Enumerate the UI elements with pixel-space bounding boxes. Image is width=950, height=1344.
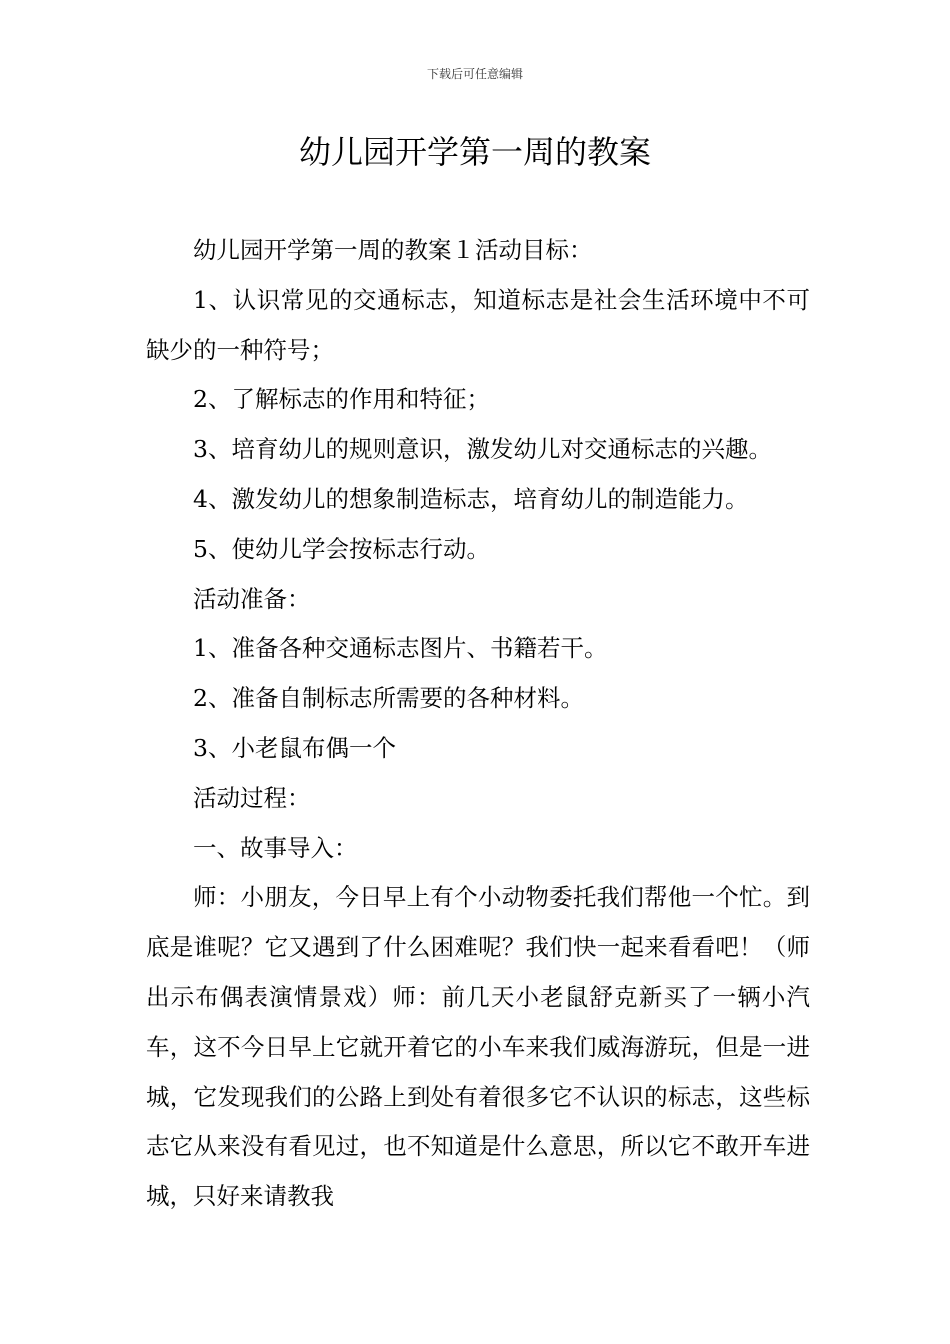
paragraph-story-intro-heading: 一、故事导入： [193,833,358,862]
paragraph-preparation-heading: 活动准备： [193,584,311,613]
document-title: 幼儿园开学第一周的教案 [298,133,651,171]
paragraph-activity-goals-heading: 幼儿园开学第一周的教案１活动目标： [193,236,593,264]
paragraph-preparation-2: 2、准备自制标志所需要的各种材料。 [193,684,584,713]
paragraph-goal-3: 3、培育幼儿的规则意识，激发幼儿对交通标志的兴趣。 [193,435,772,464]
paragraph-process-heading: 活动过程： [193,783,311,812]
paragraph-goal-2: 2、了解标志的作用和特征； [193,385,490,414]
paragraph-preparation-3: 3、小老鼠布偶一个 [193,733,396,762]
paragraph-preparation-1: 1、准备各种交通标志图片、书籍若干。 [193,634,608,663]
paragraph-goal-4: 4、激发幼儿的想象制造标志，培育幼儿的制造能力。 [193,484,749,513]
paragraph-goal-5: 5、使幼儿学会按标志行动。 [193,534,490,563]
paragraph-teacher-story: 师：小朋友，今日早上有个小动物委托我们帮他一个忙。到底是谁呢？它又遇到了什么困难呢？我们快一起来看看吧！（师出示布偶表演情景戏）师：前几天小老鼠舒克新买了一辆小汽车，这不今日早上它就开着它的小车来我们威海游玩，但是一进城，它发现我们的公路上到处有着很多它不认识的标志，这些标志它从来没有看见过，也不知道是什么意思，所以它不敢开车进城，只好来请教我 [146,883,810,1211]
paragraph-goal-1: 1、认识常见的交通标志，知道标志是社会生活环境中不可缺少的一种符号； [146,285,810,364]
document-body [146,226,810,1222]
header-note: 下载后可任意编辑 [426,67,523,81]
